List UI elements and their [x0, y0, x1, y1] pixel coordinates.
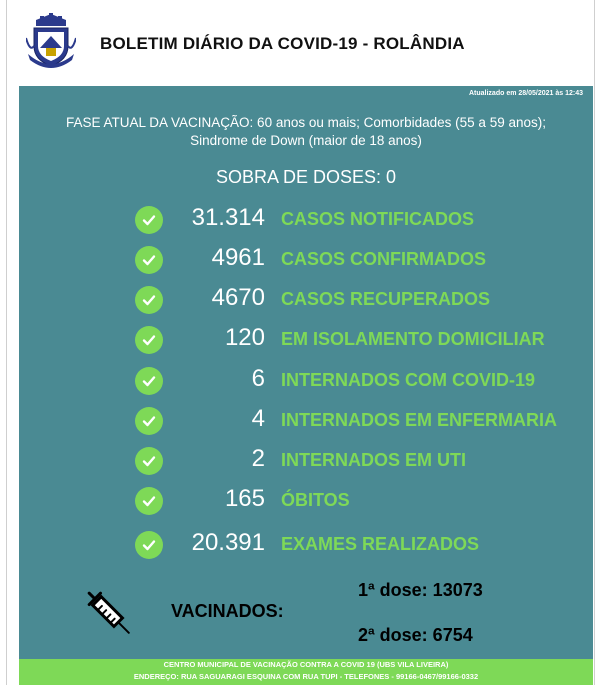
check-circle-icon — [135, 206, 163, 234]
stat-value: 31.314 — [191, 204, 265, 231]
stat-label: INTERNADOS COM COVID-19 — [281, 370, 536, 390]
check-circle-icon — [135, 246, 163, 274]
vaccination-phase-line2: Sindrome de Down (maior de 18 anos) — [190, 133, 422, 148]
stat-row-confirmed — [19, 242, 593, 276]
check-circle-icon — [135, 407, 163, 435]
stat-row-notified — [19, 202, 593, 236]
city-crest-icon — [26, 12, 76, 72]
check-circle-icon — [135, 487, 163, 515]
stat-label: ÓBITOS — [281, 490, 350, 510]
vaccinated-label: VACINADOS: — [171, 601, 284, 621]
stat-row-deaths — [19, 483, 593, 517]
stat-value: 120 — [224, 324, 265, 351]
stat-row-tests — [19, 527, 593, 561]
stat-value: 4961 — [211, 244, 265, 271]
stat-value: 165 — [224, 485, 265, 512]
stat-label: CASOS CONFIRMADOS — [281, 249, 487, 269]
stat-row-home-isolation — [19, 322, 593, 356]
stat-value: 6 — [251, 365, 265, 392]
stat-label: INTERNADOS EM UTI — [281, 450, 467, 470]
stat-label: EM ISOLAMENTO DOMICILIAR — [281, 329, 545, 349]
stat-value: 4670 — [211, 284, 265, 311]
stat-value: 20.391 — [191, 529, 265, 556]
bulletin-panel — [19, 86, 593, 659]
stat-label: INTERNADOS EM ENFERMARIA — [281, 410, 558, 430]
stat-label: EXAMES REALIZADOS — [281, 534, 480, 554]
check-circle-icon — [135, 286, 163, 314]
footer-address: ENDEREÇO: RUA SAGUARAGI ESQUINA COM RUA TUPI - TELEFONES - 99166-0467/99166-0332 — [133, 672, 479, 681]
check-circle-icon — [135, 531, 163, 559]
footer-banner — [19, 659, 593, 685]
stat-value: 4 — [251, 405, 265, 432]
document-title: BOLETIM DIÁRIO DA COVID-19 - ROLÂNDIA — [100, 34, 465, 53]
first-dose-count: 1ª dose: 13073 — [358, 580, 483, 600]
stat-row-icu — [19, 443, 593, 477]
leftover-doses: SOBRA DE DOSES: 0 — [215, 167, 397, 187]
stat-row-recovered — [19, 282, 593, 316]
header — [18, 10, 592, 78]
stat-label: CASOS RECUPERADOS — [281, 289, 491, 309]
stat-value: 2 — [251, 445, 265, 472]
stat-row-hospitalized — [19, 363, 593, 397]
stat-label: CASOS NOTIFICADOS — [281, 209, 475, 229]
stat-row-ward — [19, 403, 593, 437]
updated-timestamp: Atualizado em 28/05/2021 às 12:43 — [468, 90, 583, 97]
check-circle-icon — [135, 367, 163, 395]
vaccination-phase-line1: FASE ATUAL DA VACINAÇÃO: 60 anos ou mais; Comorbidades (55 a 59 anos); — [66, 115, 546, 130]
syringe-icon — [81, 583, 137, 643]
vaccination-phase — [19, 114, 593, 150]
check-circle-icon — [135, 447, 163, 475]
check-circle-icon — [135, 326, 163, 354]
footer-center-name: CENTRO MUNICIPAL DE VACINAÇÃO CONTRA A COVID 19 (UBS VILA LIVEIRA) — [163, 660, 449, 669]
second-dose-count: 2ª dose: 6754 — [358, 625, 473, 645]
